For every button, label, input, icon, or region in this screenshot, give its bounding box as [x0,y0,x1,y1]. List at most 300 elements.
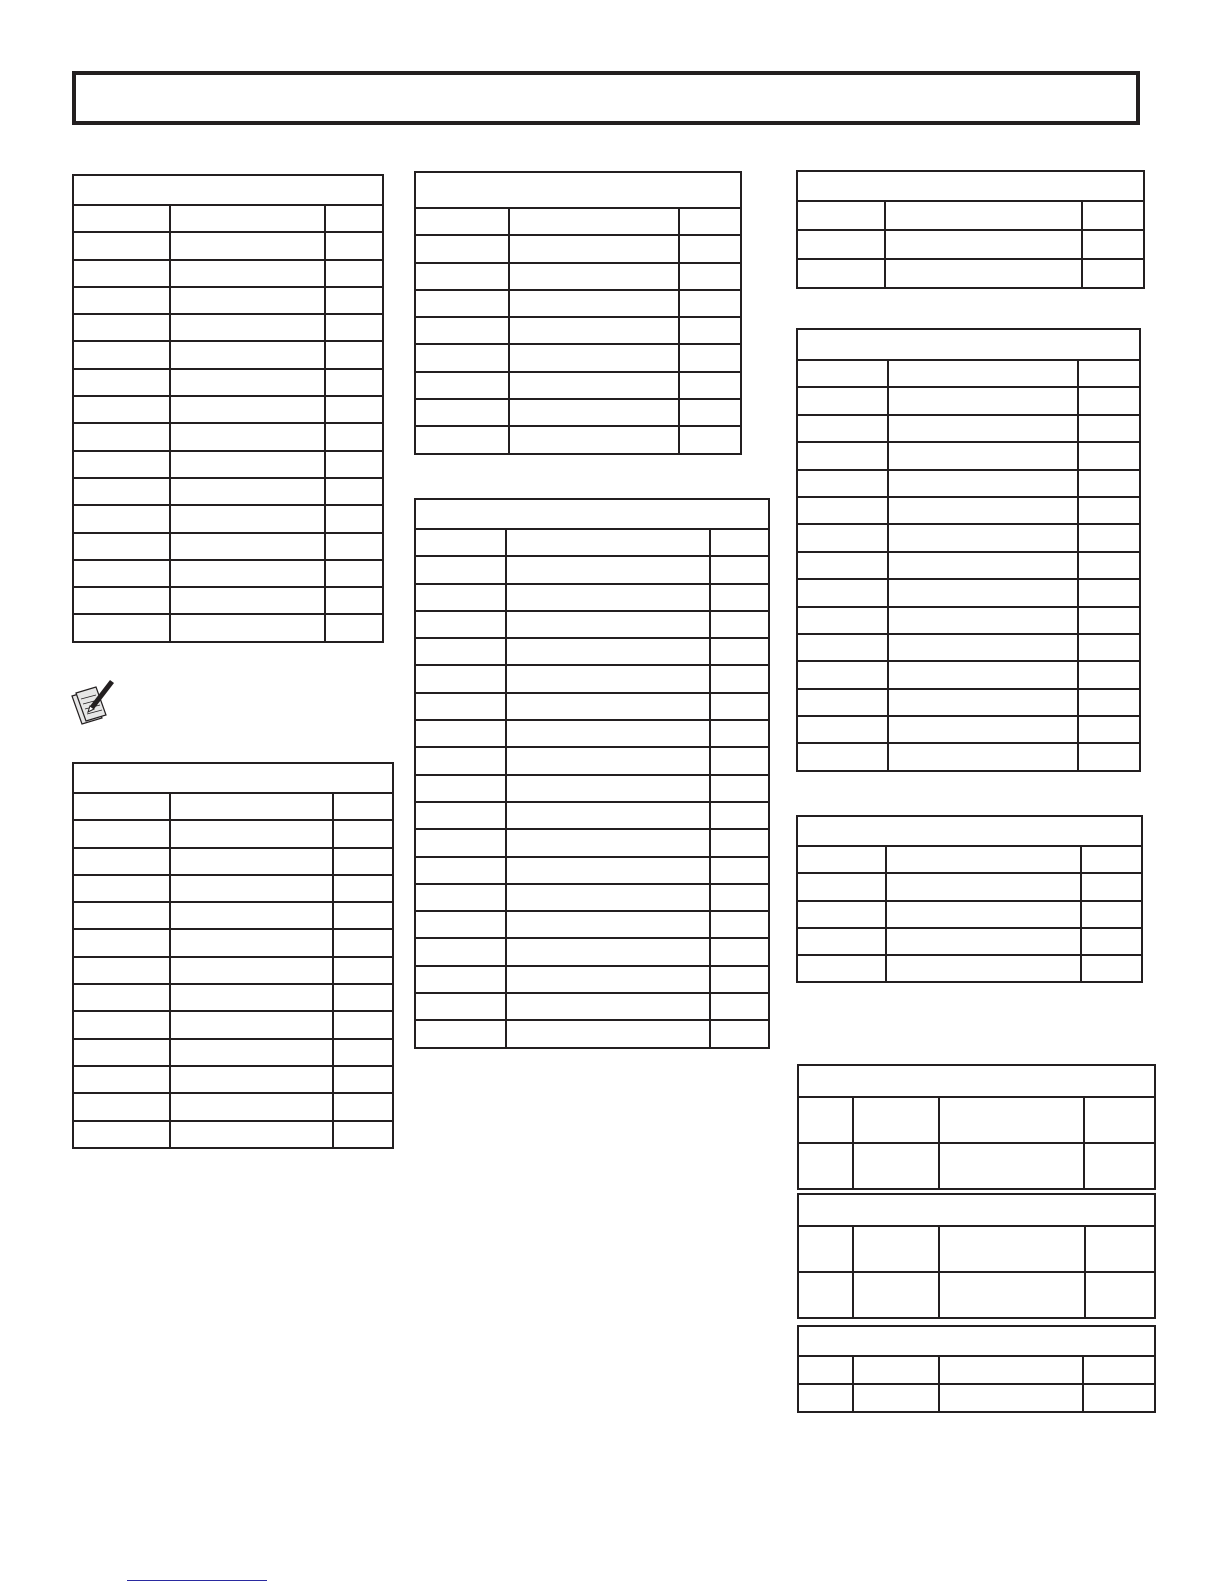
table-cell [1084,1143,1155,1189]
table-cell [415,317,509,344]
table-cell [853,1384,939,1412]
table-cell [506,693,710,720]
table-cell [509,290,679,317]
table-row [415,829,769,856]
table-cell [888,716,1078,743]
table-cell [325,341,383,368]
table-cell [1078,552,1140,579]
table-row [797,415,1140,442]
table-cell [73,957,170,984]
column-header [888,360,1078,387]
table-row [415,665,769,692]
table-cell [888,387,1078,414]
table-title [73,175,383,205]
table-row [415,399,741,426]
table-row [797,442,1140,469]
table-cell [506,1020,710,1047]
table-cell [710,638,769,665]
table-row [73,848,393,875]
column-header [1085,1226,1155,1272]
table-row [73,1039,393,1066]
table-cell [939,1143,1084,1189]
column-header [415,208,509,235]
column-header [798,1356,853,1384]
table-7 [796,815,1143,983]
table-9 [797,1193,1156,1319]
table-cell [73,423,170,450]
table-row [798,1384,1155,1412]
table-cell [797,607,888,634]
table-cell [710,775,769,802]
table-cell [415,235,509,262]
column-header [1078,360,1140,387]
table-cell [679,399,741,426]
table-cell [710,857,769,884]
table-cell [73,314,170,341]
table-cell [415,611,506,638]
table-header-row [415,208,741,235]
table-header-row [73,793,393,820]
table-cell [888,689,1078,716]
table-cell [333,1039,393,1066]
table-row [73,396,383,423]
table-cell [797,415,888,442]
table-title [415,499,769,529]
table-cell [798,1143,853,1189]
column-header [73,205,170,232]
table-cell [73,875,170,902]
table-8 [797,1064,1156,1190]
table-cell [325,396,383,423]
table-cell [888,415,1078,442]
table-cell [1082,230,1144,259]
table-row [73,533,383,560]
table-cell [415,426,509,453]
column-header [170,793,333,820]
table-row [797,387,1140,414]
column-header [797,846,886,873]
table-row [415,1020,769,1047]
table-row [415,611,769,638]
table-header-row [797,360,1140,387]
table-cell [853,1143,939,1189]
table-cell [170,929,333,956]
table-cell [333,820,393,847]
table-cell [415,775,506,802]
table-cell [170,314,325,341]
column-header [73,793,170,820]
table-row [415,638,769,665]
table-cell [415,747,506,774]
table-cell [415,665,506,692]
table-cell [797,497,888,524]
table-header-row [798,1356,1155,1384]
table-cell [170,478,325,505]
table-row [415,747,769,774]
table-cell [509,399,679,426]
table-title [797,329,1140,360]
table-row [797,470,1140,497]
table-row [415,938,769,965]
table-cell [73,478,170,505]
table-cell [509,317,679,344]
table-cell [325,287,383,314]
table-cell [73,451,170,478]
column-header [798,1226,853,1272]
table-cell [506,993,710,1020]
table-row [73,875,393,902]
table-cell [710,720,769,747]
table-row [73,451,383,478]
table-1 [72,174,384,643]
column-header [939,1226,1085,1272]
table-cell [415,938,506,965]
table-cell [1081,901,1142,928]
table-cell [798,1272,853,1318]
table-cell [710,1020,769,1047]
table-row [73,423,383,450]
table-cell [325,232,383,259]
table-cell [73,533,170,560]
table-title [415,172,741,208]
table-row [415,235,741,262]
table-row [73,369,383,396]
column-header [853,1226,939,1272]
table-header-row [73,205,383,232]
table-cell [170,260,325,287]
table-row [73,505,383,532]
table-row [415,775,769,802]
table-cell [797,442,888,469]
table-row [797,259,1144,288]
table-cell [509,235,679,262]
table-cell [73,848,170,875]
table-cell [509,263,679,290]
table-cell [886,873,1081,900]
table-cell [888,470,1078,497]
table-cell [797,579,888,606]
table-cell [797,743,888,770]
table-cell [170,287,325,314]
table-cell [797,901,886,928]
table-title [797,816,1142,846]
table-cell [170,902,333,929]
table-cell [1078,607,1140,634]
table-cell [73,396,170,423]
table-row [415,993,769,1020]
table-row [415,693,769,720]
footer-rule [127,1580,267,1581]
table-cell [710,829,769,856]
table-cell [1078,470,1140,497]
table-row [797,716,1140,743]
table-row [797,497,1140,524]
table-cell [170,369,325,396]
table-cell [797,661,888,688]
table-cell [506,720,710,747]
table-cell [170,848,333,875]
table-cell [73,984,170,1011]
table-cell [170,505,325,532]
table-row [415,584,769,611]
table-cell [333,1093,393,1120]
table-cell [797,552,888,579]
table-cell [798,1384,853,1412]
table-cell [797,259,885,288]
table-cell [415,884,506,911]
column-header [1084,1097,1155,1143]
column-header [679,208,741,235]
table-cell [797,524,888,551]
table-cell [797,928,886,955]
table-row [73,957,393,984]
table-cell [679,263,741,290]
table-row [73,478,383,505]
table-row [415,263,741,290]
table-row [797,873,1142,900]
table-row [73,1121,393,1148]
table-row [73,260,383,287]
table-cell [1078,716,1140,743]
table-cell [415,802,506,829]
table-cell [415,857,506,884]
table-cell [1078,524,1140,551]
table-row [73,1093,393,1120]
table-cell [797,955,886,982]
table-cell [885,259,1082,288]
column-header [798,1097,853,1143]
table-cell [333,902,393,929]
table-cell [888,607,1078,634]
table-cell [710,911,769,938]
column-header [886,846,1081,873]
table-cell [73,260,170,287]
table-cell [1085,1272,1155,1318]
column-header [1081,846,1142,873]
column-header [797,360,888,387]
table-row [415,802,769,829]
table-row [415,720,769,747]
table-row [73,929,393,956]
table-row [73,314,383,341]
table-cell [506,611,710,638]
table-row [73,232,383,259]
table-cell [73,287,170,314]
column-header [333,793,393,820]
table-cell [506,802,710,829]
table-cell [415,1020,506,1047]
column-header [509,208,679,235]
table-cell [415,993,506,1020]
table-cell [415,372,509,399]
table-cell [710,611,769,638]
table-cell [415,638,506,665]
column-header [1083,1356,1155,1384]
table-row [797,607,1140,634]
table-cell [170,341,325,368]
table-cell [73,560,170,587]
table-cell [885,230,1082,259]
table-cell [73,341,170,368]
table-cell [506,966,710,993]
table-cell [415,720,506,747]
table-cell [710,584,769,611]
table-cell [1081,928,1142,955]
table-cell [506,584,710,611]
table-cell [73,1066,170,1093]
table-cell [325,587,383,614]
column-header [797,201,885,230]
table-cell [506,775,710,802]
table-cell [73,232,170,259]
table-cell [679,290,741,317]
table-cell [170,396,325,423]
table-cell [170,1066,333,1093]
table-cell [710,938,769,965]
table-row [73,614,383,641]
table-cell [415,344,509,371]
table-cell [333,848,393,875]
table-cell [170,1039,333,1066]
table-cell [888,442,1078,469]
table-row [73,341,383,368]
table-title [798,1065,1155,1097]
table-cell [170,984,333,1011]
column-header [939,1097,1084,1143]
table-cell [73,587,170,614]
table-cell [73,820,170,847]
table-cell [170,957,333,984]
table-cell [710,747,769,774]
table-cell [333,984,393,1011]
table-cell [1078,634,1140,661]
table-cell [939,1272,1085,1318]
table-header-row [798,1226,1155,1272]
table-cell [888,634,1078,661]
table-cell [170,820,333,847]
table-cell [415,966,506,993]
table-row [415,317,741,344]
table-cell [888,552,1078,579]
table-cell [506,857,710,884]
table-row [797,689,1140,716]
page-header-box [72,71,1140,125]
table-cell [170,1011,333,1038]
table-cell [710,993,769,1020]
table-row [73,902,393,929]
table-cell [73,1093,170,1120]
table-cell [1078,387,1140,414]
table-row [73,560,383,587]
table-row [73,1066,393,1093]
table-header-row [798,1097,1155,1143]
column-header [885,201,1082,230]
table-row [73,820,393,847]
table-cell [886,955,1081,982]
table-cell [797,873,886,900]
table-row [415,426,741,453]
table-cell [797,387,888,414]
table-cell [170,560,325,587]
table-cell [170,232,325,259]
table-row [797,955,1142,982]
table-cell [325,478,383,505]
table-row [797,743,1140,770]
table-10 [797,1325,1156,1413]
table-row [415,884,769,911]
table-row [415,911,769,938]
table-cell [73,1121,170,1148]
table-cell [333,929,393,956]
column-header [170,205,325,232]
table-cell [73,614,170,641]
table-row [415,857,769,884]
table-6 [796,328,1141,772]
table-cell [325,260,383,287]
table-3 [414,171,742,455]
table-cell [1082,259,1144,288]
table-cell [73,902,170,929]
table-cell [506,911,710,938]
table-header-row [797,846,1142,873]
table-cell [797,716,888,743]
column-header [853,1356,939,1384]
table-cell [415,290,509,317]
table-cell [679,372,741,399]
table-4 [414,498,770,1049]
table-title [798,1194,1155,1226]
table-cell [333,1011,393,1038]
table-row [797,634,1140,661]
column-header [415,529,506,556]
column-header [939,1356,1083,1384]
table-row [797,928,1142,955]
notepad-pen-icon [66,676,118,726]
table-cell [1078,415,1140,442]
table-cell [1078,743,1140,770]
column-header [710,529,769,556]
table-cell [797,689,888,716]
table-cell [170,533,325,560]
table-cell [509,344,679,371]
table-cell [170,423,325,450]
column-header [506,529,710,556]
table-cell [415,556,506,583]
table-cell [170,614,325,641]
table-cell [506,747,710,774]
table-title [798,1326,1155,1356]
table-cell [939,1384,1083,1412]
column-header [325,205,383,232]
table-cell [509,426,679,453]
table-row [798,1143,1155,1189]
table-cell [797,230,885,259]
table-cell [1081,955,1142,982]
table-title [797,171,1144,201]
table-row [415,290,741,317]
table-row [73,984,393,1011]
table-row [797,901,1142,928]
table-cell [73,1011,170,1038]
table-cell [415,263,509,290]
table-5 [796,170,1145,289]
table-cell [888,743,1078,770]
table-cell [710,693,769,720]
table-cell [679,317,741,344]
table-cell [170,875,333,902]
table-cell [1078,442,1140,469]
table-row [415,966,769,993]
